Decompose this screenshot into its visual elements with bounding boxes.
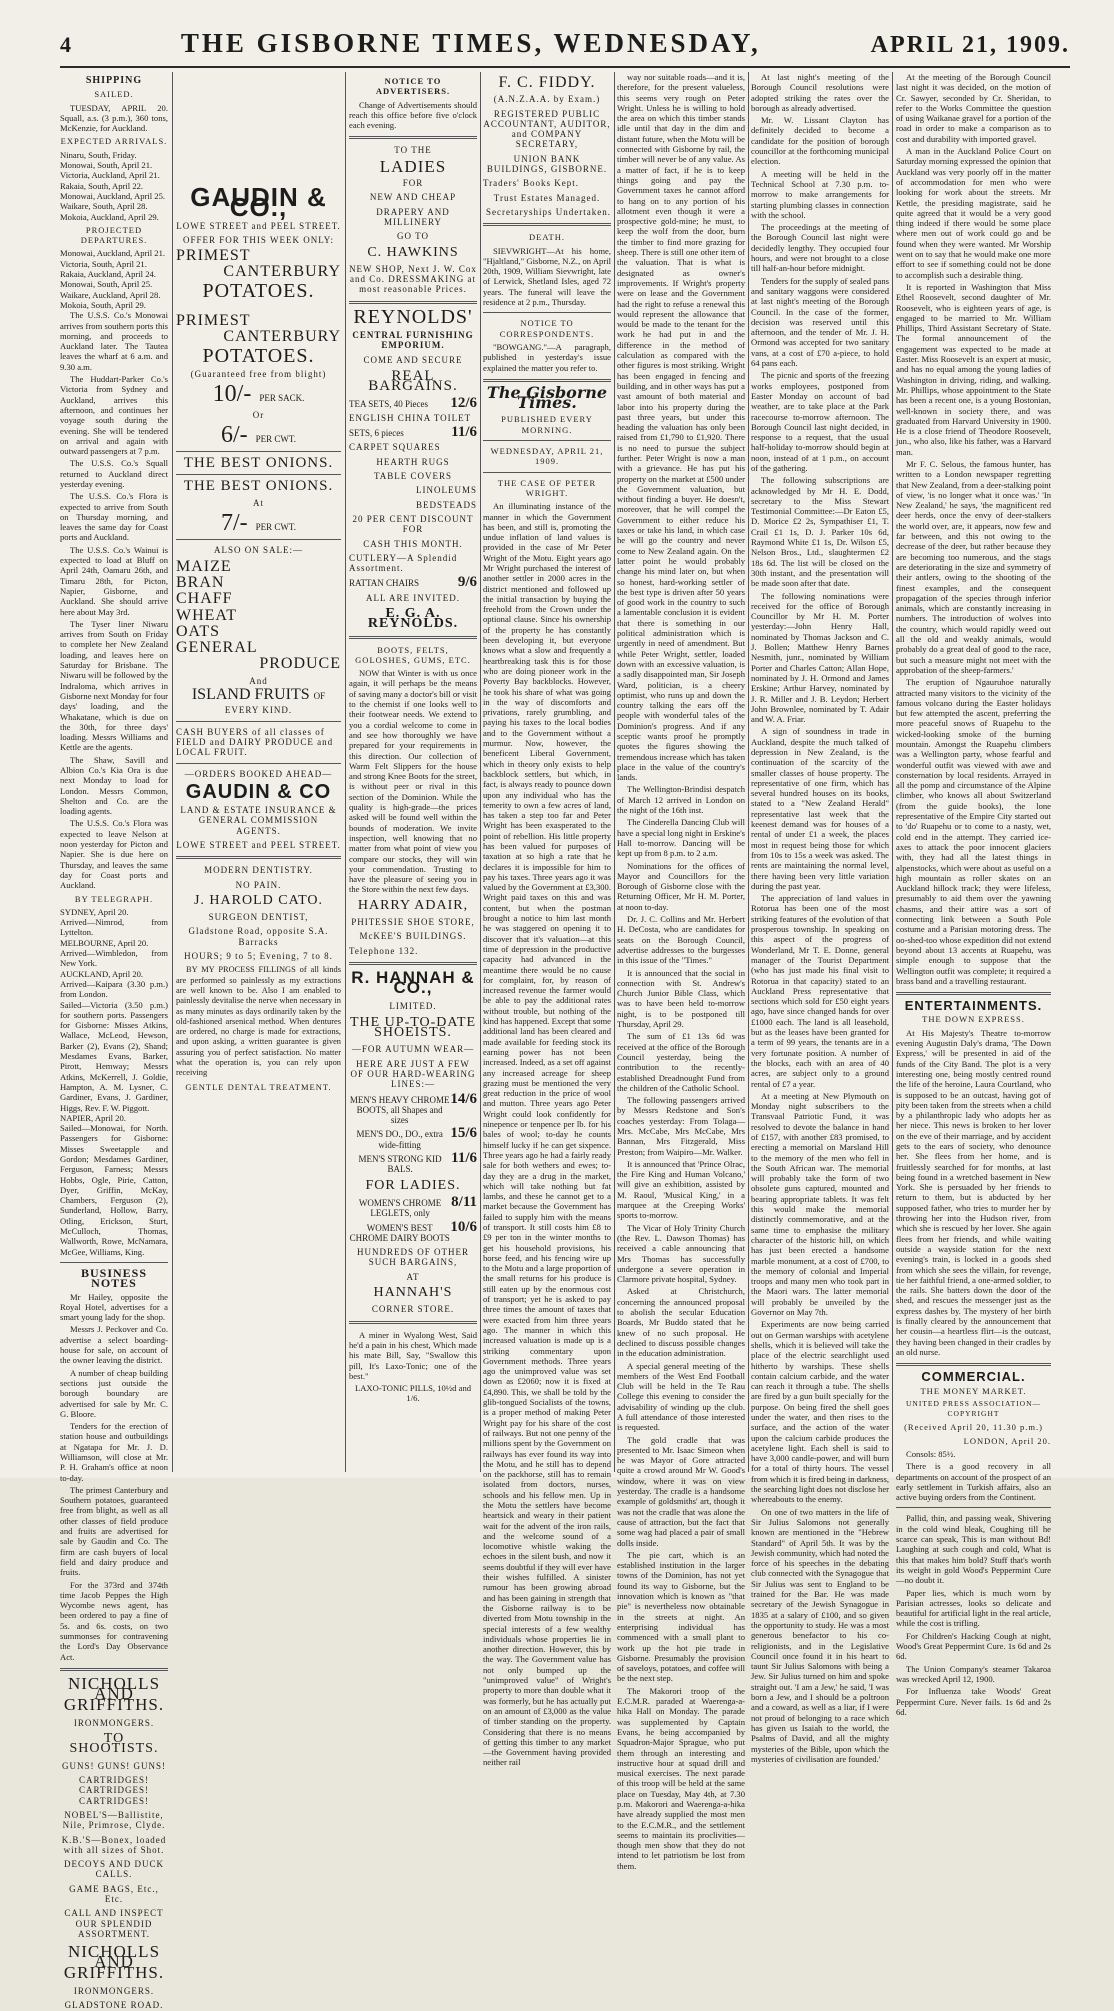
column-rule <box>480 72 481 1472</box>
expected-heading: EXPECTED ARRIVALS. <box>60 136 168 147</box>
sailed-heading: SAILED. <box>94 89 134 100</box>
expected-arrival-item: Mokoia, Auckland, April 29. <box>60 211 159 222</box>
mens-do-label: MEN'S DO., DO., extra wide-fitting <box>356 1129 443 1150</box>
discount-label: 20 PER CENT DISCOUNT FOR <box>352 513 474 535</box>
sets-six-price: 11/6 <box>451 424 477 441</box>
gaudin-advertisement <box>176 182 341 962</box>
general-label: GENERAL <box>176 639 258 657</box>
down-express-heading: THE DOWN EXPRESS. <box>922 1014 1025 1025</box>
canterbury-label: CANTERBURY <box>223 263 341 281</box>
decoys-label: DECOYS AND DUCK CALLS. <box>63 1859 164 1880</box>
secretary-label: Secretaryships Undertaken. <box>486 206 611 217</box>
newspaper-title: THE GISBORNE TIMES, WEDNESDAY, <box>180 28 761 58</box>
mens-strong-label: MEN'S STRONG KID BALS. <box>358 1154 442 1175</box>
phitessie-label: PHITESSIE SHOE STORE, <box>351 917 475 927</box>
divider <box>349 962 477 965</box>
for-ladies-label: FOR LADIES. <box>365 1177 461 1193</box>
invited-label: ALL ARE INVITED. <box>366 592 460 603</box>
divider <box>349 1321 477 1324</box>
editorial-heading: THE CASE OF PETER WRIGHT. <box>497 477 597 498</box>
island-fruits-label: ISLAND FRUITS <box>191 686 310 704</box>
every-kind-label: EVERY KIND. <box>224 705 293 716</box>
fiddy-name: F. C. FIDDY. <box>498 74 596 91</box>
divider <box>349 301 477 304</box>
news-paragraph: The pie cart, which is an established institution in the larger towns of the Dominion, has not yet found its way to Gisborne, but the innovation which is known as "that pie" is nevertheless now obtainable in the streets at night. An enterprising individual has commenced with a small plant to work up the hot pie trade in Gisborne. Presumably the provision of saveloys, potatoes, and coffee will be the next step. <box>617 1549 745 1684</box>
column-rule <box>748 72 749 1472</box>
adair-name: HARRY ADAIR, <box>357 897 469 913</box>
divider <box>176 763 341 764</box>
news-paragraph: It is announced that the social in connection with St. Andrew's Church Junior Bible Class, which was to have been held to-morrow night, is to be postponed till Thursday, April 29. <box>617 967 745 1030</box>
projected-departures-list <box>60 248 168 310</box>
maize-label: MAIZE <box>176 557 232 575</box>
column-news-3 <box>896 72 1051 1717</box>
page-number: 4 <box>60 32 71 57</box>
news-paragraph: A meeting will be held in the Technical School at 7.30 p.m. to-morrow to make arrangements for starting plumbing classes in connection with the school. <box>751 168 889 220</box>
dentist-text: BY MY PROCESS FILLINGS of all kinds are performed so painlessly as my extractions are well known to be. Also I am enabled to painlessly devitalise the nerve when necessary in as many minutes as days ordinarily taken by the old-fashioned arsenical method. When dentures are ordered, no charge is made for extractions, and upon asking, a written guarantee is given assuring you of perfect satisfaction. No matter what the operation is, you can rely upon receiving <box>176 965 341 1078</box>
divider <box>896 992 1051 995</box>
of-label: OF <box>313 691 326 702</box>
tea-sets-label: TEA SETS, 40 Pieces <box>349 398 428 409</box>
orders-label: —ORDERS BOOKED AHEAD— <box>184 768 333 779</box>
projected-departure-item: Mokoia, South, April 29. <box>60 299 146 310</box>
kbs-label: K.B.'S—Bonex, loaded with all sizes of Shot. <box>61 1834 167 1855</box>
telegraph-item: NAPIER, April 20. <box>60 1112 126 1123</box>
masthead <box>60 28 1070 68</box>
divider <box>896 1363 1051 1366</box>
oats-label: OATS <box>176 622 221 640</box>
onion-price: 7/- <box>220 510 248 537</box>
dentist-name: J. HAROLD CATO. <box>193 892 324 908</box>
published-label: PUBLISHED EVERY MORNING. <box>501 414 593 435</box>
news-paragraph: It is announced that 'Prince Olrac, the Fire King and Human Volcano,' will give an exhibition, assisted by M. Raoul, 'Musical King,' in a marquee at the Creeping Works' sports to-morrow. <box>617 1158 745 1221</box>
price-per-sack: 10/- <box>212 381 252 408</box>
divider <box>896 1507 1051 1508</box>
telegraph-item: MELBOURNE, April 20. <box>60 937 149 948</box>
english-china-label: ENGLISH CHINA TOILET <box>349 412 472 423</box>
divider <box>176 474 341 475</box>
hearth-label: HEARTH RUGS <box>376 456 450 467</box>
news-paragraph: The following nominations were received for the office of Borough Councillor by Mr H. M. Porter yesterday:—John Henry Hall, nominated by Thomas Jackson and C. J. Bollen; Matthew Henry Barnes Nesmith, junr., nominated by William Porter and Charles Catton; Allan Hope, nominated by J. H. Ormond and James Erskine; Arthur Harvey, nominated by J. R. Miller and J. B. Leydon; Herbert John Brownlee, nominated by T. Adair and W. A. Friar. <box>751 590 889 725</box>
mens-chrome-label: MEN'S HEAVY CHROME BOOTS, all Shapes and sizes <box>349 1094 450 1126</box>
news-paragraphs <box>896 72 1051 986</box>
column-rule <box>614 72 615 1472</box>
peppermint-verse: Pallid, thin, and passing weak, Shivering in the cold wind bleak, Coughing till he scarce can speak, This is man without Bd! Laughing at such cough and cold, What is this that makes him bold? Stuff that's worth its weight in gold Wood's Peppermint Cure—no doubt it. <box>896 1513 1051 1586</box>
sets-six-label: SETS, 6 pieces <box>349 428 404 439</box>
news-paragraph: The Cinderella Dancing Club will have a special long night in Erskine's Hall to-morrow. Dancing will be kept up from 8 p.m. to 2 a.m. <box>617 817 745 859</box>
divider <box>483 472 611 473</box>
nicholls-title-2: NICHOLLS AND GRIFFITHS. <box>63 1942 165 1982</box>
editorial-body <box>483 501 611 1768</box>
womens-leglets-label: WOMEN'S CHROME LEGLETS, only <box>358 1197 442 1219</box>
shipping-paragraph: The U.S.S. Co.'s Flora is expected to arrive from South on Thursday morning, and leaves the same day for Coast ports and Auckland. <box>60 491 168 543</box>
ansaa-label: (A.N.Z.A.A. by Exam.) <box>493 94 601 105</box>
divider <box>349 636 477 639</box>
union-steamer-note: The Union Company's steamer Takaroa was wrecked April 12, 1900. <box>896 1663 1051 1684</box>
ladies-label: LADIES <box>379 156 447 176</box>
at-label: At <box>253 497 264 508</box>
children-cough-note: For Children's Hacking Cough at night, Wood's Great Peppermint Cure. 1s 6d and 2s 6d. <box>896 1630 1051 1662</box>
column-ads <box>349 72 477 1472</box>
expected-arrival-item: Ninaru, South, Friday. <box>60 149 137 160</box>
and-label: And <box>249 675 268 686</box>
entertainment-text: At His Majesty's Theatre to-morrow evening Augustin Daly's drama, 'The Down Express,' will be presented in aid of the funds of the City Band. The plot is a very interesting one, being mostly centred round the life of the heroine, Laura Courtland, who is supposed to be an outcast, having got of pity been taken from the streets when a child by a philanthropic lady who adopts her as her niece. This news is broken to her lover on the eve of their marriage, and by accident gets to the ears of society, who denounce her. She flees from her home, and is fruitlessly searched for for months, at last being found in a wretched basement in New York. She is persuaded by her friends to return to them, but is abducted by her supposed father, who tries to murder her by throwing her into the Hudson river, from which she is rescued by her lover. She again flees from her friends, and while waiting outside a wayside station for the next evening's train, is locked in a goods shed from which she sees the villain, for revenge, tie her faithful friend, a one-armed soldier, to the rails. She batters down the door of the shed, and rescues the messenger just as the express dashes by. The mystery of her birth is finally cleared by the announcement that her cousin—a heartless flirt—is the outcast, they having been changed in their cradles by an old nurse. <box>896 1027 1051 1357</box>
telegraph-item: Arrived—Kaipara (3.30 p.m.) from London. <box>60 978 168 1000</box>
expected-arrival-item: Monowai, South, April 21. <box>60 160 153 171</box>
news-paragraph: The following passengers arrived by Messrs Redstone and Son's coaches yesterday: From Tolaga—Mrs. McCabe, Mrs McCabe, Mrs Bannan, Mrs Fitzgerald, Miss Preston; from Waipiro—Mr. Walker. <box>617 1095 745 1157</box>
news-paragraph: Asked at Christchurch, concerning the announced proposal to abolish the secular Education Boards, Mr Buddo stated that he knew of no such proposal. He declined to discuss possible changes in the education administration. <box>617 1286 745 1359</box>
news-paragraph: At the meeting of the Borough Council last night it was decided, on the motion of Cr. Sawyer, seconded by Cr. Sheridan, to refer to the Works Committee the question of using Waikanae gravel for a portion of the road in order to make a comparison as to cost and durability with imported gravel. <box>896 72 1051 144</box>
london-dateline: LONDON, April 20. <box>963 1435 1051 1446</box>
mckee-label: McKEE'S BUILDINGS. <box>359 931 467 942</box>
uptodate-label: THE UP-TO-DATE SHOEISTS. <box>349 1014 477 1041</box>
hundreds-label: HUNDREDS OF OTHER SUCH BARGAINS, <box>356 1247 469 1268</box>
rattan-price: 9/6 <box>457 574 477 591</box>
to-the-label: TO THE <box>394 145 432 156</box>
projected-departure-item: Waikare, Auckland, April 28. <box>60 289 161 300</box>
traders-label: Traders' Books Kept. <box>483 178 580 189</box>
expected-arrival-item: Rakaia, South, April 22. <box>60 180 144 191</box>
or-label: Or <box>252 409 265 420</box>
offer-label: OFFER FOR THIS WEEK ONLY: <box>183 234 334 245</box>
agents-label: LAND & ESTATE INSURANCE & GENERAL COMMISSION AGENTS. <box>180 805 337 836</box>
news-paragraph: It is reported in Washington that Miss Ethel Roosevelt, second daughter of Mr. Roosevelt, who is eighteen years of age, is engaged to be married to Mr. William Phillips, Third Assistant Secretary of State. The formal announcement of the engagement was expected to be made at Easter. Miss Roosevelt is an expert at music, and has no equal among the young ladies of Washington in driving, riding, and walking. Mr. Phillips, whose appointment to the State has been a recent one, is a young Bostonian, well-known in society there, and was graduated from Harvard University in 1900. He is a close friend of Theodore Roosevelt, jun., who also, like his father, was a Harvard man. <box>896 281 1051 457</box>
news-paragraph: A special general meeting of the members of the West End Football Club will be held in the Te Rau College this evening to consider the advisability of winding up the club. A full attendance of those interested is requested. <box>617 1360 745 1433</box>
news-paragraph: The Wellington-Brindisi despatch of March 12 arrived in London on the night of the 16th inst. <box>617 784 745 816</box>
telegraph-heading: BY TELEGRAPH. <box>74 893 154 904</box>
news-paragraph: At a meeting at New Plymouth on Monday night subscribers to the Transvaal Patriotic Fund, it was resolved to devote the balance in hand of £157, with another £83 promised, to erecting a memorial on Marsland Hill to the memory of the men who fell in the South African war. The memorial will probably take the form of two obsolete guns captured, mounted and bearing appropriate tablets. It was felt this would make the memorial distinctly commemorative, and at the same time to emphasise the military character of the historic hill, on which has just been erected a handsome marble monument, at a cost of £700, to the memory of colonial and Imperial troops and many men who took part in the Maori wars. The latter memorial will probably be unveiled by the Governor on May 7th. <box>751 1090 889 1318</box>
gladstone-road-label: GLADSTONE ROAD. <box>64 2000 164 2011</box>
gaudin-address-2: LOWE STREET and PEEL STREET. <box>176 839 341 850</box>
divider <box>176 856 341 859</box>
news-paragraph: A man in the Auckland Police Court on Saturday morning expressed the opinion that Auckland was very poorly off in the matter of accommodation for men who were looking for work about the streets. Mr Kettle, the presiding magistrate, said he quite agreed that it would be a very good thing indeed if there would be some place where men out of work could go and be found when they were wanted. Mr Worship went on to say that he would make one more effort to see if something could not be done to accomplish such a desirable thing. <box>896 146 1051 280</box>
emporium-label: CENTRAL FURNISHING EMPORIUM. <box>352 330 474 351</box>
news-paragraph: Mr F. C. Selous, the famous hunter, has written to a London newspaper regretting that New Zealand, from a deer-stalking point of view, 'is no longer what it once was.' 'In New Zealand,' he says, 'the magnificent red deer herds, once the envy of deer-stalkers the world over, are, it appears, now few and far between, and this not owing to the decrease of the deer, but rather because they are becoming too numerous, and the stags are deteriorating in the size and symmetry of their antlers, owing to the shooting of the finest examples, and the consequent propagation of the species through inferior animals, which are constantly increasing in numbers. The introduction of wolves into the country, which would rapidly weed out all the old and weakly animals, would probably do a great deal of good to the race, but such a measure might not meet with the approbation of the sheep-farmers.' <box>896 458 1051 675</box>
telegraph-item: Sailed—Victoria (3.50 p.m.) for southern ports. Passengers for Gisborne: Misses Atkins, Wallace, McLeod, Hewson, Barker (2), Evans (2), Shand; Mesdames Evans, Barker, Pirott, Hemway; Messrs Atkins, McKerrell, J. Goldie, Hampton, A. M. Lysner, C. Gardiner, Evans, J. Gardiner, Higgs, Rev. F. W. Piggott. <box>60 999 168 1113</box>
womens-best-label: WOMEN'S BEST CHROME DAIRY BOOTS <box>349 1222 450 1243</box>
tea-sets-price: 12/6 <box>450 394 477 411</box>
nobels-label: NOBEL'S—Ballistite, Nile, Primrose, Clyde. <box>62 1809 166 1831</box>
linoleums-label: LINOLEUMS <box>416 485 477 496</box>
table-covers-label: TABLE COVERS <box>373 471 453 482</box>
bran-label: BRAN <box>176 573 225 591</box>
entertainments-heading: ENTERTAINMENTS. <box>904 998 1043 1014</box>
expected-arrival-item: Monowai, Auckland, April 25. <box>60 190 166 201</box>
projected-departure-item: Monowai, Auckland, April 21. <box>60 248 166 259</box>
laxo-label: LAXO-TONIC PILLS, 10½d and 1/6. <box>354 1383 472 1404</box>
column-editorial <box>483 72 611 1768</box>
also-on-sale-label: ALSO ON SALE:— <box>213 545 303 556</box>
canterbury-label-2: CANTERBURY <box>223 328 341 346</box>
column-rule <box>345 72 346 1472</box>
news-paragraph: The sum of £1 13s 6d was received at the office of the Borough Council yesterday, being the contribution to the recently-established Dreadnought Fund from the children of the Catholic School. <box>617 1031 745 1093</box>
drapery-label: DRAPERY AND MILLINERY <box>376 206 450 227</box>
for-label: FOR <box>402 178 424 189</box>
shipping-paragraph: The Shaw, Savill and Albion Co.'s Kia Ora is due next Monday to load for London. Messrs Common, Shelton and Co. are the loading agents. <box>60 754 168 817</box>
new-cheap-label: NEW AND CHEAP <box>369 192 457 203</box>
carpet-label: CARPET SQUARES <box>349 442 441 453</box>
adair-ad <box>349 897 477 956</box>
best-price: 10/6 <box>450 1218 477 1235</box>
reynolds-ad <box>349 305 477 632</box>
shipping-news <box>60 310 168 890</box>
paper-nameplate: The Gisborne Times. <box>486 382 608 413</box>
expected-arrivals-list <box>60 150 168 222</box>
gaudin-address: LOWE STREET and PEEL STREET. <box>176 220 341 231</box>
projected-departure-item: Victoria, South, April 21. <box>60 258 147 269</box>
cartridges-label: CARTRIDGES! CARTRIDGES! CARTRIDGES! <box>79 1775 149 1806</box>
potatoes-label: POTATOES. <box>202 279 315 302</box>
reynolds-title: REYNOLDS' <box>353 305 473 328</box>
divider <box>176 721 341 722</box>
projected-departure-item: Monowai, South, April 25. <box>60 279 153 290</box>
trust-label: Trust Estates Managed. <box>493 192 601 203</box>
cash-month-label: CASH THIS MONTH. <box>363 538 463 549</box>
divider <box>60 1668 168 1671</box>
column-gaudin-ad <box>176 72 341 1472</box>
hawkins-shop-label: NEW SHOP, Next J. W. Cox and Co. DRESSMAKING at most reasonable Prices. <box>349 263 477 295</box>
chaff-label: CHAFF <box>176 590 233 608</box>
potatoes-label-2: POTATOES. <box>202 344 315 367</box>
union-bank-label: UNION BANK BUILDINGS, GISBORNE. <box>486 153 608 175</box>
influenza-note: For Influenza take Woods' Great Peppermint Cure. Never fails. 1s 6d and 2s 6d. <box>896 1686 1051 1717</box>
onion-per-cwt-label: PER CWT. <box>255 522 296 533</box>
produce-label: PRODUCE <box>259 655 341 673</box>
news-paragraph: The Vicar of Holy Trinity Church (the Rev. L. Dawson Thomas) has received a cable announcing that Mrs Thomas has successfully undergone a severe operation in Clarmore private hospital, Sydney. <box>617 1222 745 1285</box>
shipping-heading: SHIPPING <box>85 75 143 86</box>
news-paragraph: Tenders for the supply of sealed pans and sanitary waggons were considered at last night's meeting of the Borough Council. In the case of the former, decision was reserved until this afternoon, and the tender of Mr. J. H. Ormond was accepted for two sanitary vans, at a cost of £70 a-piece, to hold 64 pans each. <box>751 275 889 369</box>
news-paragraph: Nominations for the offices of Mayor and Councillors for the Borough of Gisborne close with the Returning Officer, Mr H. M. Porter, at noon to-day. <box>617 860 745 912</box>
news-paragraph: Experiments are now being carried out on German warships with acetylene shells, which it is believed will take the place of the electric searchlight used hitherto by warships. These shells contain calcium carbide, and the water can reach it through a tube. The shells are fired by a gun built specially for the purpose. On being fired the shell goes under the water, and then rises to the surface, and the action of the water upon the calcium carbide produces the acetylene light. Each shell is said to have 3,000 candle-power, and will burn for a total of thirty hours. The vessel from which it is fired being in darkness, the searching light does not disclose her whereabouts to the enemy. <box>751 1319 889 1505</box>
business-note: Mr Hailey, opposite the Royal Hotel, advertises for a smart young lady for the shop. <box>60 1291 168 1323</box>
hawkins-ad <box>349 145 477 294</box>
divider <box>483 379 611 382</box>
news-paragraph: The appreciation of land values in Rotorua has been one of the most striking features of the evolution of that prosperous township. In speaking on this aspect of the progress of Wonderland, Mr T. E. Donne, general manager of the Tourist Department (who has just made his final visit to Rotorua in that capacity) stated to an Auckland Press representative that sections which sold for £50 eight years ago, have since changed hands for over £1000 each. The land is all leasehold, but as the leases have been granted for a term of 99 years, the tenants are in a very fortunate position. A number of the blocks, each with an area of 40 acres, are subject only to a ground rental of £7 a year. <box>751 893 889 1089</box>
guns-label: GUNS! GUNS! GUNS! <box>61 1760 166 1771</box>
expected-arrival-item: Waikare, South, April 28. <box>60 201 148 212</box>
correspondents-heading: NOTICE TO CORRESPONDENTS. <box>499 318 595 339</box>
nicholls-title: NICHOLLS AND GRIFFITHS. <box>63 1673 165 1714</box>
limited-label: LIMITED. <box>389 1001 437 1012</box>
mens-strong-price: 11/6 <box>451 1150 477 1167</box>
mens-chrome-price: 14/6 <box>450 1090 477 1107</box>
wheat-label: WHEAT <box>176 606 237 624</box>
divider <box>483 223 611 226</box>
column-news-2 <box>751 72 889 1764</box>
projected-departure-item: Rakaia, Auckland, April 24. <box>60 269 156 280</box>
news-paragraph: The proceedings at the meeting of the Borough Council last night were decidedly lengthy. They occupied four hours, and were not brought to a close till half-an-hour before midnight. <box>751 222 889 274</box>
come-label: COME AND SECURE <box>363 354 463 365</box>
shipping-paragraph: The U.S.S. Co.'s Flora was expected to leave Nelson at noon yesterday for Picton and Napier. She is due here on Thursday, and leaves the same day for Coast ports and Auckland. <box>60 818 168 891</box>
news-paragraph: A sign of soundness in trade in Auckland, despite the much talked of depression in New Zealand, is the continuation of the scarcity of the smaller classes of house property. The representative of one firm, which has several hundred houses on its books, stated to a "New Zealand Herald" representative last week that the keenest demand was for houses of a rental of under £1 a week, the places most in request being those for which from 10s to 15s a week was asked. The rents are maintaining the normal level, there having been very little variation during the past year. <box>751 726 889 891</box>
hannah-title: R. HANNAH & CO., <box>351 967 475 998</box>
registered-label: REGISTERED PUBLIC ACCOUNTANT, AUDITOR, and COMPANY SECRETARY, <box>483 108 611 150</box>
shootists-label: TO SHOOTISTS. <box>69 1731 159 1757</box>
gaudin-title: GAUDIN & CO., <box>190 182 327 223</box>
business-note: Messrs J. Peckover and Co. advertise a select boarding-house for sale, on account of the owner leaving the district. <box>60 1324 168 1366</box>
leglets-price: 8/11 <box>451 1193 477 1210</box>
at-label-2: AT <box>406 1271 420 1282</box>
projected-heading: PROJECTED DEPARTURES. <box>80 224 148 246</box>
notice-advertisers-heading: NOTICE TO ADVERTISERS. <box>375 76 451 97</box>
per-sack-label: PER SACK. <box>259 393 305 404</box>
inspect-label: CALL AND INSPECT OUR SPLENDID ASSORTMENT. <box>64 1908 164 1939</box>
business-notes <box>60 1292 168 1662</box>
onions-label-2: THE BEST ONIONS. <box>183 478 334 495</box>
news-paragraph: The gold cradle that was presented to Mr. Isaac Simeon when he was Mayor of Gore attracted quite a crowd around Mr W. Good's window, where it was on view yesterday. The cradle is a handsome example of goldsmiths' art, though it was not the cradle that was alone the cause of attraction, but the fact that some wag had placed a pair of small dolls inside. <box>617 1434 745 1548</box>
chambers-label: Gladstone Road, opposite S.A. Barracks <box>188 926 329 947</box>
news-paragraph: Dr. J. C. Collins and Mr. Herbert H. DeCosta, who are candidates for seats on the Borough Council, advertise addresses to the burgesses in this issue of the "Times." <box>617 914 745 966</box>
per-cwt-label: PER CWT. <box>255 433 296 444</box>
consols-label: Consols: 85½. <box>906 1449 956 1459</box>
column-news-1 <box>617 72 745 1871</box>
surgeon-label: SURGEON DENTIST, <box>208 912 309 923</box>
business-notes-heading: BUSINESS NOTES <box>80 1265 148 1291</box>
masthead-date: APRIL 21, 1909. <box>870 32 1070 58</box>
corner-store-label: CORNER STORE. <box>371 1304 455 1315</box>
shipping-paragraph: The Tyser liner Niwaru arrives from South on Friday to complete her New Zealand loading, and leaves here on Saturday for Brisbane. The Niwaru will be followed by the Indraloma, which arrives in Gisborne next Monday for four days' loading, and the Whakatane, which is due on the 30th, for three days' loading. Messrs Williams and Kettle are the agents. <box>60 618 168 753</box>
divider <box>483 440 611 441</box>
hannahs-label: HANNAH'S <box>373 1285 453 1301</box>
news-paragraph: On one of two matters in the life of Sir Julius Salomons not generally known are mentioned in the "Hebrew Standard" of April 5th. It was by the Jewish community, which had noted the force of his speeches in the debating club connected with the Synagogue that Sir Julius was sent to England to be trained for the Bar. He was made secretary of the Jewish Synagogue in 1835 at a salary of £100, and so given the opportunity to study. He was a most generous benefactor to his co-religionists, and in the Legislative Council once found it in his heart to taunt Sir Julius Salomons with being a Jew. Sir Julius turned on him and spoke straight out. 'I am a Jew,' he said, 'I was born a Jew, and I should be a poltroon and a coward, as well as a liar, if I were not proud of belonging to a race which has given us Isaiah to the world, the Psalms of David, and all the mighty mysteries of the Bible, upon which the mysteries of civilisation are founded.' <box>751 1506 889 1764</box>
price-per-cwt: 6/- <box>220 421 248 448</box>
hours-label: HOURS; 9 to 5; Evening, 7 to 8. <box>184 951 333 962</box>
nicholls-griffiths-ad <box>60 1673 168 2011</box>
paper-lies-note: Paper lies, which is much worn by Parisian actresses, looks so delicate and beautiful for artificial light in the real article, while the cost is trifling. <box>896 1587 1051 1629</box>
shipping-paragraph: The U.S.S. Co.'s Wainui is expected to load at Bluff on April 24th, Oamaru 26th, and Timaru 28th, for Picton, Napier, Gisborne, and Auckland. She should arrive here about May 3rd. <box>60 544 168 617</box>
laxo-verse: A miner in Wyalong West, Said he'd a pain in his chest, Which made his mate Bill, Say, "Swallow this pill, It's Laxo-Tonic; one of the best." <box>349 1329 477 1381</box>
dentistry-label: MODERN DENTISTRY. <box>204 865 313 876</box>
news-paragraph: At last night's meeting of the Borough Council resolutions were adopted striking the rates over the borough as already advertised. <box>751 72 889 113</box>
news-paragraph: The following subscriptions are acknowledged by Mr H. E. Dodd, secretary to the Miss Stewart Testimonial Committee:—Dr Eaton £5, D. Morice £2 2s, Sympathiser £1, T. Crail £1 1s, D. J. Parker 10s 6d, Raymond White £1 1s, Dr. Wilson £5, Nelson Bros., Ltd., slaughtermen £2 18s 6d. The list will be closed on the 30th instant, and the presentation will be made soon after that date. <box>751 475 889 589</box>
news-paragraph: The Makorori troop of the E.C.M.R. paraded at Waerenga-a-hika Hall on Monday. The parade was supplemented by Captain Evans, he being accompanied by Squadron-Major Sprague, who put them through an interesting and instructive hour at squad drill and musical exercises. The next parade of this troop will be held at the same place on Tuesday, May 4th, at 7.30 p.m. Makorori and Waerenga-a-hika have already supplied the most men to the E.C.M.R., and the settlement seems to maintain its proclivities—though men show that they do not intend to let patriotism be lost from them. <box>617 1685 745 1871</box>
telegraph-item: Sailed—Monowai, for North. Passengers for Gisborne: Misses Sweetapple and Gordon; Mesdames Gardiner, Ferguson, Farness; Messrs Hobbs, Ogle, Pirie, Catton, Dyer, Griffin, McKay, Chambers, Ferguson (2), Sunderland, Hollow, Barry, Otling, Erickson, Sturt, McCulloch, Thomas, Wallworth, Rowe, McNamara, McGee, Williams, King. <box>60 1123 168 1257</box>
fiddy-ad <box>483 74 611 217</box>
cash-buyers-label: CASH BUYERS of all classes of FIELD and DAIRY PRODUCE and LOCAL FRUIT. <box>176 726 334 758</box>
divider <box>176 451 341 452</box>
column-rule <box>172 72 173 1472</box>
column-shipping <box>60 72 168 2011</box>
autumn-label: —FOR AUTUMN WEAR— <box>351 1044 475 1055</box>
no-pain-label: NO PAIN. <box>235 879 282 890</box>
editorial-paragraph: An illuminating instance of the manner in which the Government has been, and still is, promoting the undue inflation of land values is provided in the case of Mr Peter Wright of the Motu. Eight years ago Mr Wright purchased the interest of another settler in 2000 acres in the district mentioned and followed up the initial transaction by buying the freehold from the Crown under the optional clause. Since his ownership of the property he has constantly been developing it, but everyone knows what a slow and frequently a heartbreaking task this is for those who are doing pioneer work in the Poverty Bay backblocks. However, he took his share of what was going in the way of discomforts and privations, rarely grumbling, and paying his taxes to the local bodies and to the Government without a murmur. Now, however, the beneficent Liberal Government, which in theory only exists to help backblock settlers, but which, in fact, is always ready to pounce down upon any individual who has the temerity to own a few acres of land, has taken a step too far and Peter Wright has been exasperated to the point of rebellion. His little property has been valued for purposes of taxation at so high a rate that he declares it is impossible for him to pay his taxes. Three years ago it was valued by the Government at £3,300. Wright paid taxes on this and was content, but when the postman brought a notice to him last month he was staggered on opening it to discover that it's valuation—at this time of depression in the productive capacity had advanced in the meantime there would be no cause for complaint, for, by reason of increased revenue the farmer would be able to pay the additional rates without trouble, but nothing of the kind has happened. Except that some additional land has been cleared and made available for feeding stock its earning power has not been increased. Indeed, as a set off against any increased acreage for sheep grazing must be mentioned the very great reduction in the price of wool and mutton. Three years ago Peter Wright could look confidently for ninepence or tenpence per lb. for his bales of wool; to-day he counts himself lucky if he can get sixpence. Three years ago he had a fairly ready sale for both wethers and ewes; to-day they are a drug in the market, which will take nothing but fat lambs, and these he cannot get to a market because the Government has failed to supply him with the means of transport. It still costs him £8 to £9 per ton in the winter months to get his household provisions, his horse feed, and his fencing wire up to the Motu and a large proportion of the small returns for his produce is still eaten up by the enormous cost of transport; yet he is asked to pay three times the amount of taxes that were exacted from him three years ago. The manner in which this increased valuation is made up is a striking commentary upon Government methods. Three years ago the unimproved value was set down as £2060; now it is fixed at £4,890. This, we shall be told by the glib-tongued Socialists of the towns, is a proper method of making Peter Wright pay for his share of the cost of railways. But not one penny of the millions spent by the Government on railways has ever found its way into the Motu, and he still has to depend on the packhorse, still has to remain isolated from doctors, nurses, schools and his fellow men. Up in the Motu the settlers have become heartsick and weary in their patient wait for the advent of the iron rails, and the welcome sound of a locomotive whistle waking the echoes in the silent bush, and now it seems doubtful if they will ever have their wishes fulfilled. A sinister rumour has been growing abroad and has been gaining in strength that the Gisborne railway is to be diverted from Motu township in the special interests of a few wealthy individuals whose properties lie in another direction. However, this by the way. The Government value has not only bumped up the "unimproved value" of Wright's property to more than double what it was formerly, but he has actually put on an amount of £3,000 as the value of timber standing on the property. Considering that there is no means of getting this timber to any market—the Government having provided neither rail <box>483 501 611 1768</box>
death-notice: SIEVWRIGHT—At his home, "Hjaltland," Gisborne, N.Z., on April 20th, 1909, William Sievwright, late of Lerwick, Shetland Isles, aged 72 years. The funeral will leave the residence at 2 p.m., Thursday. <box>483 245 611 308</box>
gaudin-title-2: GAUDIN & CO <box>185 780 332 803</box>
telephone-label: Telephone 132. <box>349 945 419 956</box>
business-note: The primest Canterbury and Southern potatoes, guaranteed free from blight, as well as all other classes of field produce and fruits are advertised for sale by Gaudin and Co. The firm are cash buyers of local field and dairy produce and fruits. <box>60 1484 168 1578</box>
mens-do-price: 15/6 <box>450 1125 477 1142</box>
business-note: Tenders for the erection of station house and outbuildings at Ngatapa for Mr. J. D. Williamson, will close at Mr. P. H. Graham's office at noon to-day. <box>60 1421 168 1483</box>
news-paragraph: The picnic and sports of the freezing works employees, postponed from Easter Monday on account of bad weather, are to take place at the Park racecourse to-morrow afternoon. The Borough Council last night decided, in response to a request, that the usual half-holiday to-morrow should begin at noon, instead of at 1 p.m., on account of the gathering. <box>751 370 889 473</box>
ironmongers-label: IRONMONGERS. <box>73 1717 155 1728</box>
primest-label-2: PRIMEST <box>176 312 251 330</box>
hard-wearing-label: HERE ARE JUST A FEW OF OUR HARD-WEARING LINES:— <box>350 1058 476 1090</box>
money-market-heading: THE MONEY MARKET. <box>920 1385 1027 1396</box>
business-note: A number of cheap building sections just outside the borough boundary are advertised for sale by Mr. C. G. Bloore. <box>60 1367 168 1419</box>
shipping-paragraph: The Huddart-Parker Co.'s Victoria from Sydney and Auckland, arrives this afternoon, and continues her voyage south during the evening. She will be tendered on arrival and again with outward passengers at 7 p.m. <box>60 374 168 457</box>
notice-advertisers-text: Change of Advertisements should reach this office before five o'clock each evening. <box>349 99 477 131</box>
ironmongers-label-2: IRONMONGERS. <box>73 1986 155 1997</box>
guarantee-label: (Guaranteed free from blight) <box>190 368 327 379</box>
commercial-heading: COMMERCIAL. <box>921 1369 1026 1385</box>
boots-heading: BOOTS, FELTS, GOLOSHES, GUMS, ETC. <box>355 644 471 665</box>
received-label: (Received April 20, 11.30 p.m.) <box>904 1422 1043 1433</box>
telegraph-list <box>60 907 168 1257</box>
news-paragraph: way nor suitable roads—and it is, therefore, for the present valueless, this seems very rough on Peter Wright. Unless he is willing to hold the area on which this timber stands idle until that day in the dim and distant future, when the Motu will be connected with Gisborne by rail, the timber will never be of any value. As a matter of fact, if he is to keep things going and pay the Government taxes he cannot afford to hang on to any portion of his allotment even though it were a prospective gold-mine; he must, to keep the wolf from the door, burn the timber to find more grazing for sheep. There is still one other item of the valuation. That is what is designated as owner's improvements. If Wright's property were on lease and the Government had the right to refuse a renewal this would represent the allowance that would be made to the tenant for the work he had put in and the difference in the method of calculation as compared with the other figures is most striking. Wright has been engaged in fencing and building, and in other ways has put a vast amount of both material and labor into his property during the past three years, but under this heading the valuation has only been raised from £1,790 to £1,920. There is no need to pursue the subject further. Peter Wright is now a man with a grievance. He has put his property on the market at £500 under the Government valuation, but without finding a buyer. He doesn't, moreover, that he will compel the Government to either reduce his taxes or take his land, in which case he will go the country and never come to New Zealand again. On the latter point he would probably change his mind later on, but when so honest, hard-working settler of the best type is driven after 50 years of good work in the country to such a lamentable conclusion it is evident that there is something in our political administration which is urgently in need of amendment. But while Peter Wright, settler, loaded down with an excessive valuation, is a sadly disappointed man, Sir Joseph Ward, politician, is a cheery optimist, who runs up and down the country talking the ears off the people with wonderful tales of the Dominion's progress. And if any sceptic wants proof he promptly quotes the figures showing the tremendous increase which has taken place in the value of the country's lands. <box>617 72 745 783</box>
telegraph-item: AUCKLAND, April 20. <box>60 968 144 979</box>
news-paragraphs <box>751 72 889 1764</box>
correspondents-text: "BOWGANG."—A paragraph, published in yesterday's issue explained the matter you refer to. <box>483 341 611 373</box>
death-heading: DEATH. <box>529 232 565 243</box>
gamebags-label: GAME BAGS, Etc., Etc. <box>69 1883 159 1904</box>
gentle-treatment-label: GENTLE DENTAL TREATMENT. <box>185 1081 332 1092</box>
business-note: For the 373rd and 374th time Jacob Peppes the High Wycombe news agent, has been ordered to pay a fine of 5s. and 6s. costs, on two summonses for contravening the Lord's Day Observance Act. <box>60 1579 168 1662</box>
telegraph-item: SYDNEY, April 20. <box>60 906 129 917</box>
telegraph-item: Arrived—Wimbledon, from New York. <box>60 948 168 969</box>
column-rule <box>892 72 893 1472</box>
press-association-label: UNITED PRESS ASSOCIATION—COPYRIGHT <box>905 1398 1041 1419</box>
hawkins-name: C. HAWKINS <box>367 244 459 260</box>
bedsteads-label: BEDSTEADS <box>415 499 477 510</box>
rattan-label: RATTAN CHAIRS <box>349 578 420 589</box>
divider <box>483 312 611 313</box>
goto-label: GO TO <box>397 231 429 242</box>
real-bargains-label: REAL BARGAINS. <box>368 367 458 395</box>
news-paragraph: The eruption of Ngauruhoe naturally attracted many visitors to the vicinity of the famous volcano during the Easter holidays but few attempted the ascent, preferring the more peaceful snows of Ruapehu to the wicked-looking smoke of the burning mountain. Amongst the Ruapehu climbers was a Wellington party, whose fearful and wonderful outfit was viewed with awe and consternation by local residents. Arrayed in all the pomp and circumstance of the Alpine climber, who knows all about Switzerland (from the guide books), the lone representative of the Empire City started out to 'do' Ruapehu or to come to a nasty, wet, cold end in the attempt. They carried ice-axes to attack the poor innocent glaciers with, they had all the latest things in alpenstocks, which were about as useful on a high mountain as roller skates on an Auckland hillock track; they were lifeless, presumably to aid them over the yawning chasms, and their attire was a sort of connecting link between a South Pole costume and a Parisian motoring dress. The oo-shed-too whose expedition did not extend beyond about 13 accents at Ruapehu, was simple enough to suppose that the Wellington outfit was complete; it required a brass band and a travelling restaurant. <box>896 677 1051 986</box>
primest-label: PRIMEST <box>176 247 251 265</box>
reynolds-name: E. G. A. REYNOLDS. <box>367 605 459 632</box>
boots-text: NOW that Winter is with us once again, it will perhaps be the means of saving many a doctor's bill or visit to the chemist if one looks well to their footwear needs. We extend to you a cordial welcome to come in and see how thoroughly we have prepared for your requirements in this direction. Our collection of Warm Felt Slippers for the house and strong Knee Boots for the street, is without peer or rival in this section of the Dominion. While the quality is high-grade—the prices asked will be found well within the bounds of moderation. We invite inspection, well knowing that no matter from what point of view you compare our stocks, they will win your commendation. Trusting to have the pleasure of seeing you in the Store within the next few days. <box>349 668 477 895</box>
shipping-paragraph: The U.S.S. Co.'s Monowai arrives from southern ports this morning, and proceeds to Auckland later. The Tautea leaves the wharf at 6 a.m. and 9.30 a.m. <box>60 310 168 372</box>
shipping-paragraph: The U.S.S. Co.'s Squall returned to Auckland direct yesterday evening. <box>60 458 168 489</box>
divider <box>60 1262 168 1263</box>
divider <box>349 136 477 139</box>
news-paragraph: Mr. W. Lissant Clayton has definitely decided to become a candidate for the position of borough councillor at the forthcoming municipal election. <box>751 115 889 167</box>
commercial-text: There is a good recovery in all departments on account of the prospect of an early settlement in Turkish affairs, also an active buying orders from the Continent. <box>896 1461 1051 1503</box>
hannah-ad <box>349 967 477 1315</box>
telegraph-item: Arrived—Nimrod, from Lyttelton. <box>60 917 168 938</box>
expected-arrival-item: Victoria, Auckland, April 21. <box>60 170 160 181</box>
onions-label: THE BEST ONIONS. <box>183 455 334 472</box>
news-paragraphs <box>617 72 745 1871</box>
cutlery-label: CUTLERY—A Splendid Assortment. <box>349 552 458 574</box>
divider <box>176 539 341 540</box>
sailed-text: TUESDAY, APRIL 20. Squall, a.s. (3 p.m.), 360 tons, McKenzie, for Auckland. <box>60 102 168 134</box>
editorial-date: WEDNESDAY, APRIL 21, 1909. <box>490 446 604 467</box>
